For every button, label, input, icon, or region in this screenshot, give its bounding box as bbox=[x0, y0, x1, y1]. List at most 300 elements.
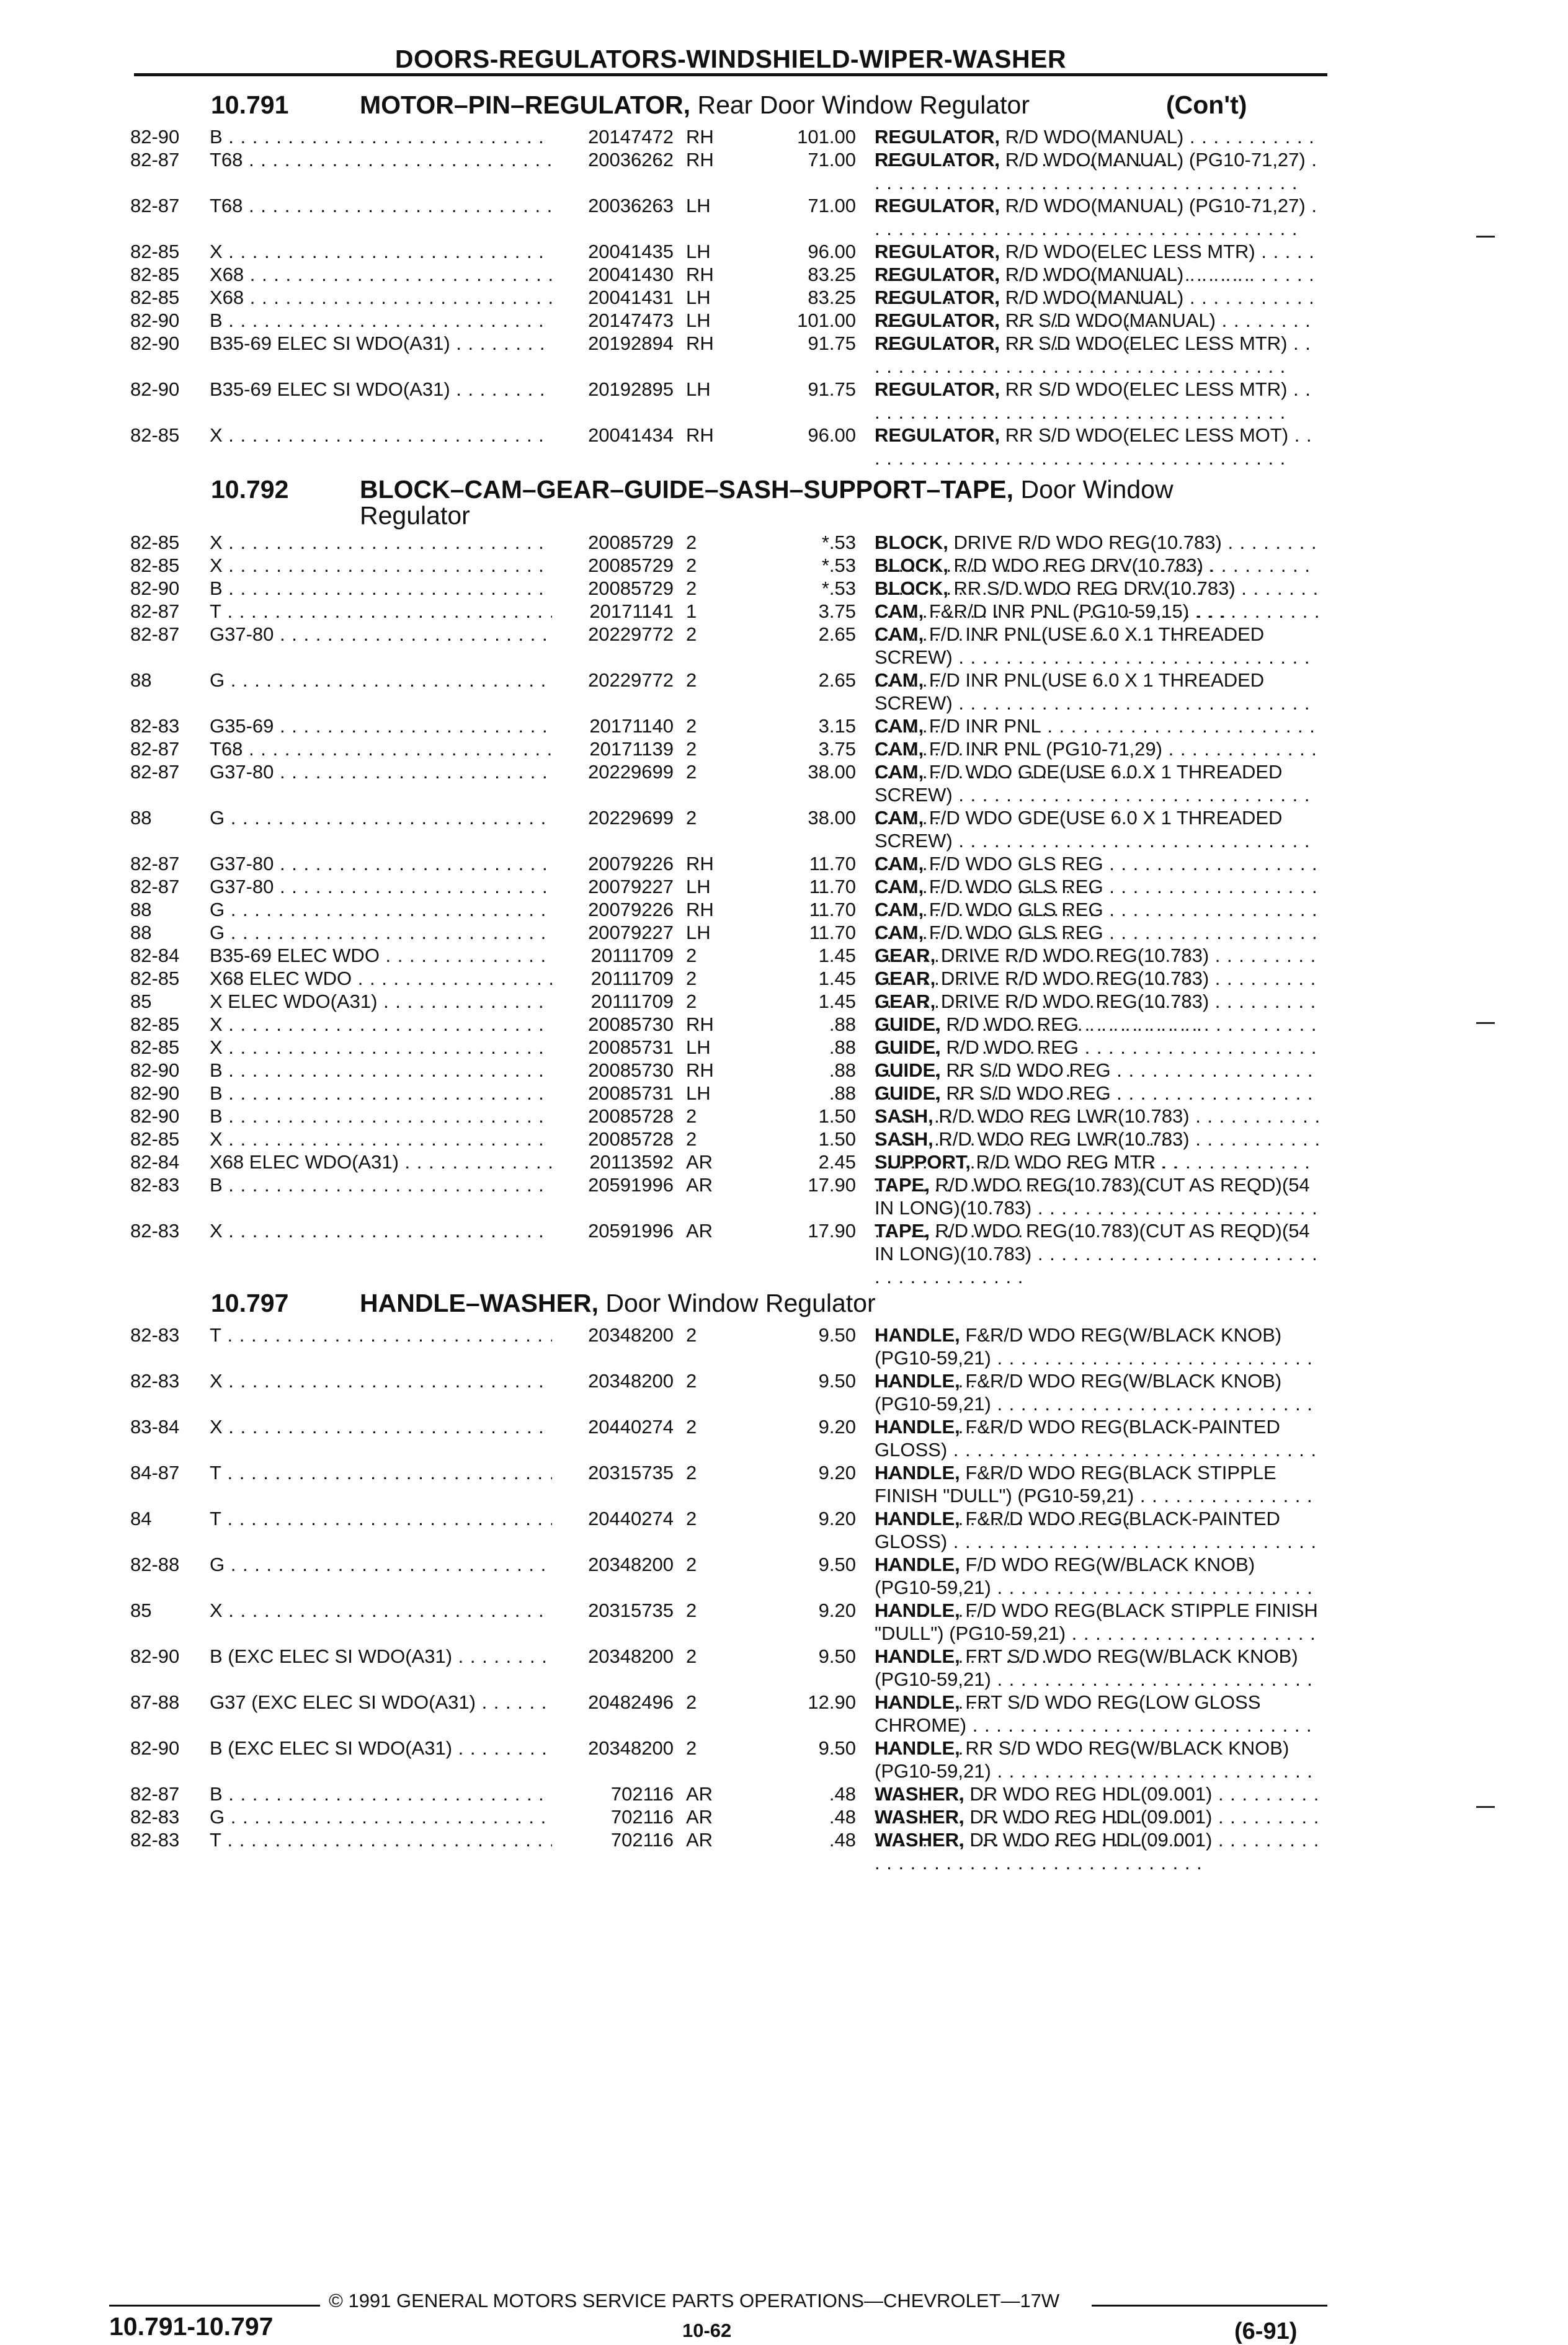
part-row bbox=[124, 424, 1327, 469]
description-text: F/D INR PNL . . . bbox=[875, 715, 1316, 760]
price-cell: 11.70 bbox=[809, 899, 856, 920]
part-row bbox=[124, 1324, 1327, 1369]
section-heading bbox=[124, 1289, 1327, 1324]
application-cell: X . . . bbox=[210, 1128, 669, 1150]
part-row bbox=[124, 148, 1327, 194]
quantity-cell: 2 bbox=[686, 990, 697, 1012]
description-text: DR WDO REG HDL(09.001) . . . bbox=[875, 1806, 1319, 1851]
part-row bbox=[124, 1805, 1327, 1828]
description-text: RR S/D WDO REG(W/BLACK KNOB) (PG10-59,21) . . . bbox=[875, 1737, 1313, 1805]
description-part-name: SASH, bbox=[875, 1105, 933, 1127]
part-row bbox=[124, 1059, 1327, 1082]
part-number-cell: 20079226 bbox=[552, 898, 674, 921]
application-cell: B . . . bbox=[210, 1173, 669, 1196]
part-row bbox=[124, 737, 1327, 760]
description-cell bbox=[875, 332, 1321, 378]
description-text: F/D WDO REG(BLACK STIPPLE FINISH "DULL") (PG10-59,21) . . . bbox=[875, 1600, 1318, 1667]
year-cell: 82-83 bbox=[130, 1806, 180, 1828]
part-number-cell: 20591996 bbox=[552, 1173, 674, 1196]
description-part-name: TAPE, bbox=[875, 1174, 930, 1196]
quantity-cell: 2 bbox=[686, 669, 697, 691]
quantity-cell: 2 bbox=[686, 761, 697, 783]
description-text: R/D WDO REG LWR(10.783) . . . bbox=[875, 1128, 1321, 1173]
description-text: RR S/D WDO(ELEC LESS MTR) . . . bbox=[875, 378, 1311, 423]
application-cell: T . . . bbox=[210, 600, 669, 623]
year-cell: 88 bbox=[130, 669, 152, 691]
year-cell: 85 bbox=[130, 990, 152, 1012]
description-part-name: REGULATOR, bbox=[875, 241, 1000, 262]
year-cell: 82-90 bbox=[130, 1059, 180, 1081]
section-description: Rear Door Window Regulator bbox=[697, 91, 1030, 119]
description-part-name: REGULATOR, bbox=[875, 264, 1000, 285]
price-cell: 11.70 bbox=[809, 876, 856, 897]
part-row bbox=[124, 990, 1327, 1013]
year-cell: 82-90 bbox=[130, 332, 180, 354]
description-part-name: CAM, bbox=[875, 715, 924, 737]
description-part-name: GEAR, bbox=[875, 945, 936, 966]
year-cell: 82-90 bbox=[130, 126, 180, 148]
description-text: F/D WDO GLS REG . . . bbox=[875, 922, 1318, 966]
section-title bbox=[360, 475, 1174, 504]
part-number-cell: 20440274 bbox=[552, 1507, 674, 1530]
description-part-name: HANDLE, bbox=[875, 1600, 960, 1621]
part-number-cell: 20085729 bbox=[552, 531, 674, 554]
price-cell: 38.00 bbox=[808, 807, 856, 829]
description-part-name: HANDLE, bbox=[875, 1370, 960, 1392]
quantity-cell: 2 bbox=[686, 1128, 697, 1150]
section-name: BLOCK–CAM–GEAR–GUIDE–SASH–SUPPORT–TAPE, bbox=[360, 475, 1014, 504]
price-cell: 9.50 bbox=[818, 1554, 856, 1575]
year-cell: 82-87 bbox=[130, 600, 180, 622]
price-cell: .88 bbox=[829, 1013, 856, 1035]
price-cell: 1.45 bbox=[818, 968, 856, 989]
description-text: R/D WDO(MANUAL) . . . bbox=[875, 126, 1315, 171]
part-row bbox=[124, 531, 1327, 554]
price-cell: 9.20 bbox=[818, 1508, 856, 1529]
application-cell: X . . . bbox=[210, 531, 669, 554]
description-part-name: REGULATOR, bbox=[875, 309, 1000, 331]
description-part-name: REGULATOR, bbox=[875, 332, 1000, 354]
price-cell: 71.00 bbox=[808, 149, 856, 171]
description-part-name: HANDLE, bbox=[875, 1645, 960, 1667]
description-text: F/D INR PNL (PG10-71,29) . . . bbox=[875, 738, 1317, 783]
part-row bbox=[124, 194, 1327, 240]
quantity-cell: RH bbox=[686, 332, 714, 354]
part-number-cell: 20085731 bbox=[552, 1036, 674, 1059]
part-row bbox=[124, 1599, 1327, 1645]
price-cell: 91.75 bbox=[808, 332, 856, 354]
year-cell: 82-83 bbox=[130, 715, 180, 737]
year-cell: 82-85 bbox=[130, 968, 180, 989]
description-part-name: HANDLE, bbox=[875, 1691, 960, 1713]
description-part-name: CAM, bbox=[875, 669, 924, 691]
description-part-name: WASHER, bbox=[875, 1829, 964, 1851]
year-cell: 82-90 bbox=[130, 1105, 180, 1127]
description-text: FRT S/D WDO REG(LOW GLOSS CHROME) . . . bbox=[875, 1691, 1312, 1759]
year-cell: 88 bbox=[130, 807, 152, 829]
year-cell: 82-90 bbox=[130, 1645, 180, 1667]
application-cell: X68 ELEC WDO(A31) . . . bbox=[210, 1150, 669, 1173]
part-number-cell: 20111709 bbox=[552, 990, 674, 1013]
part-number-cell: 20085729 bbox=[552, 554, 674, 577]
application-cell: T . . . bbox=[210, 1461, 669, 1484]
description-text: RR S/D WDO(ELEC LESS MOT) . . . bbox=[875, 424, 1312, 469]
description-text: F/D WDO GLS REG . . . bbox=[875, 876, 1318, 920]
part-number-cell: 20192894 bbox=[552, 332, 674, 355]
quantity-cell: AR bbox=[686, 1829, 713, 1851]
quantity-cell: LH bbox=[686, 241, 711, 262]
description-text: R/D WDO REG DRV(10.783) . . . bbox=[875, 554, 1311, 599]
year-cell: 82-85 bbox=[130, 264, 180, 285]
part-row bbox=[124, 554, 1327, 577]
part-number-cell: 20229772 bbox=[552, 669, 674, 692]
description-text: DR WDO REG HDL(09.001) . . . bbox=[875, 1829, 1319, 1874]
price-cell: .48 bbox=[829, 1829, 856, 1851]
description-text: DRIVE R/D WDO REG(10.783) . . . bbox=[875, 945, 1316, 989]
year-cell: 82-85 bbox=[130, 532, 180, 553]
footer-page-number: 10-62 bbox=[682, 2320, 732, 2341]
description-part-name: CAM, bbox=[875, 899, 924, 920]
year-cell: 88 bbox=[130, 922, 152, 943]
application-cell: B . . . bbox=[210, 1105, 669, 1128]
description-part-name: SASH, bbox=[875, 1128, 933, 1150]
application-cell: T68 . . . bbox=[210, 148, 669, 171]
footer-section-range: 10.791-10.797 bbox=[109, 2312, 274, 2341]
application-cell: G . . . bbox=[210, 921, 669, 944]
description-text: R/D WDO(MANUAL) . . . bbox=[875, 264, 1315, 308]
quantity-cell: AR bbox=[686, 1783, 713, 1805]
year-cell: 82-83 bbox=[130, 1174, 180, 1196]
section-number: 10.797 bbox=[211, 1289, 289, 1317]
year-cell: 82-87 bbox=[130, 853, 180, 874]
section-description: Door Window Regulator bbox=[605, 1289, 876, 1317]
year-cell: 82-84 bbox=[130, 1151, 180, 1173]
price-cell: 9.20 bbox=[818, 1416, 856, 1438]
year-cell: 88 bbox=[130, 899, 152, 920]
description-text: F&R/D INR PNL (PG10-59,15) . . . bbox=[875, 600, 1321, 645]
quantity-cell: 2 bbox=[686, 532, 697, 553]
description-part-name: CAM, bbox=[875, 876, 924, 897]
price-cell: *.53 bbox=[821, 577, 856, 599]
application-cell: T68 . . . bbox=[210, 194, 669, 217]
description-text: F/D WDO GDE(USE 6.0 X 1 THREADED SCREW) . . . bbox=[875, 807, 1311, 874]
price-cell: 9.50 bbox=[818, 1737, 856, 1759]
description-text: DRIVE R/D WDO REG(10.783) . . . bbox=[875, 532, 1317, 576]
price-cell: 101.00 bbox=[797, 309, 856, 331]
application-cell: X . . . bbox=[210, 424, 669, 447]
quantity-cell: 2 bbox=[686, 1105, 697, 1127]
part-number-cell: 20591996 bbox=[552, 1219, 674, 1242]
quantity-cell: 2 bbox=[686, 738, 697, 760]
part-row bbox=[124, 263, 1327, 286]
part-number-cell: 702116 bbox=[552, 1828, 674, 1851]
description-part-name: REGULATOR, bbox=[875, 287, 1000, 308]
quantity-cell: 2 bbox=[686, 577, 697, 599]
quantity-cell: LH bbox=[686, 1082, 711, 1104]
year-cell: 84 bbox=[130, 1508, 152, 1529]
description-text: DRIVE R/D WDO REG(10.783) . . . bbox=[875, 968, 1316, 1012]
parts-section bbox=[124, 1289, 1327, 1851]
part-number-cell: 20229772 bbox=[552, 623, 674, 646]
application-cell: G . . . bbox=[210, 898, 669, 921]
year-cell: 82-84 bbox=[130, 945, 180, 966]
quantity-cell: 2 bbox=[686, 1645, 697, 1667]
part-row bbox=[124, 1461, 1327, 1507]
description-text: R/D WDO REG . . . bbox=[875, 1013, 1317, 1058]
description-text: F&R/D WDO REG(W/BLACK KNOB) (PG10-59,21) . . . bbox=[875, 1324, 1313, 1392]
margin-tick bbox=[1476, 1806, 1495, 1808]
application-cell: B . . . bbox=[210, 125, 669, 148]
part-number-cell: 20192895 bbox=[552, 378, 674, 401]
description-part-name: REGULATOR, bbox=[875, 424, 1000, 446]
part-number-cell: 20041430 bbox=[552, 263, 674, 286]
part-row bbox=[124, 1150, 1327, 1173]
description-part-name: REGULATOR, bbox=[875, 195, 1000, 216]
description-text: R/D WDO REG MTR . . . bbox=[875, 1151, 1311, 1196]
section-continued: (Con't) bbox=[1166, 91, 1247, 119]
application-cell: X . . . bbox=[210, 554, 669, 577]
description-part-name: HANDLE, bbox=[875, 1737, 960, 1759]
part-row bbox=[124, 286, 1327, 309]
part-row bbox=[124, 875, 1327, 898]
section-description: Door Window bbox=[1020, 475, 1174, 504]
quantity-cell: RH bbox=[686, 1013, 714, 1035]
price-cell: 17.90 bbox=[808, 1174, 856, 1196]
part-row bbox=[124, 623, 1327, 669]
description-text: F&R/D WDO REG(BLACK-PAINTED GLOSS) . . . bbox=[875, 1416, 1317, 1484]
year-cell: 82-85 bbox=[130, 241, 180, 262]
part-number-cell: 702116 bbox=[552, 1805, 674, 1828]
part-row bbox=[124, 967, 1327, 990]
year-cell: 82-87 bbox=[130, 761, 180, 783]
part-number-cell: 20440274 bbox=[552, 1415, 674, 1438]
description-part-name: GUIDE, bbox=[875, 1082, 941, 1104]
description-text: R/D WDO REG(10.783)(CUT AS REQD)(54 IN LONG)(10.783) . . . bbox=[875, 1220, 1318, 1288]
year-cell: 82-83 bbox=[130, 1829, 180, 1851]
part-number-cell: 20079227 bbox=[552, 921, 674, 944]
description-text: F/D WDO GLS REG . . . bbox=[875, 899, 1318, 943]
parts-section bbox=[124, 475, 1327, 1265]
year-cell: 82-87 bbox=[130, 738, 180, 760]
price-cell: 2.45 bbox=[818, 1151, 856, 1173]
description-part-name: GEAR, bbox=[875, 968, 936, 989]
year-cell: 82-90 bbox=[130, 1082, 180, 1104]
description-part-name: REGULATOR, bbox=[875, 149, 1000, 171]
description-text: R/D WDO(ELEC LESS MTR) . . . bbox=[875, 241, 1315, 285]
year-cell: 87-88 bbox=[130, 1691, 180, 1713]
application-cell: G37-80 . . . bbox=[210, 875, 669, 898]
description-part-name: BLOCK, bbox=[875, 554, 948, 576]
footer-rule-right bbox=[1092, 2305, 1327, 2307]
application-cell: X ELEC WDO(A31) . . . bbox=[210, 990, 669, 1013]
application-cell: X . . . bbox=[210, 1013, 669, 1036]
description-part-name: BLOCK, bbox=[875, 577, 948, 599]
quantity-cell: RH bbox=[686, 149, 714, 171]
application-cell: G . . . bbox=[210, 669, 669, 692]
description-text: DRIVE R/D WDO REG(10.783) . . . bbox=[875, 990, 1316, 1035]
price-cell: .48 bbox=[829, 1783, 856, 1805]
description-part-name: GUIDE, bbox=[875, 1036, 941, 1058]
year-cell: 82-85 bbox=[130, 424, 180, 446]
description-part-name: CAM, bbox=[875, 761, 924, 783]
section-heading bbox=[124, 475, 1327, 531]
quantity-cell: 2 bbox=[686, 1370, 697, 1392]
part-number-cell: 20229699 bbox=[552, 760, 674, 783]
part-row bbox=[124, 1036, 1327, 1059]
quantity-cell: RH bbox=[686, 264, 714, 285]
description-part-name: HANDLE, bbox=[875, 1462, 960, 1484]
price-cell: 17.90 bbox=[808, 1220, 856, 1242]
year-cell: 82-87 bbox=[130, 876, 180, 897]
application-cell: B35-69 ELEC SI WDO(A31) . . . bbox=[210, 378, 669, 401]
application-cell: G37-80 . . . bbox=[210, 760, 669, 783]
part-number-cell: 20085728 bbox=[552, 1128, 674, 1150]
year-cell: 83-84 bbox=[130, 1416, 180, 1438]
description-cell bbox=[875, 194, 1321, 240]
part-number-cell: 20229699 bbox=[552, 806, 674, 829]
part-row bbox=[124, 1082, 1327, 1105]
price-cell: .88 bbox=[829, 1082, 856, 1104]
application-cell: G37 (EXC ELEC SI WDO(A31) . . . bbox=[210, 1691, 669, 1714]
price-cell: 9.50 bbox=[818, 1324, 856, 1346]
application-cell: B . . . bbox=[210, 577, 669, 600]
price-cell: 1.45 bbox=[818, 990, 856, 1012]
part-row bbox=[124, 600, 1327, 623]
part-number-cell: 20041431 bbox=[552, 286, 674, 309]
description-part-name: CAM, bbox=[875, 600, 924, 622]
part-number-cell: 702116 bbox=[552, 1782, 674, 1805]
part-row bbox=[124, 852, 1327, 875]
application-cell: X . . . bbox=[210, 1599, 669, 1622]
price-cell: 1.50 bbox=[818, 1128, 856, 1150]
description-part-name: CAM, bbox=[875, 623, 924, 645]
description-text: F/D WDO REG(W/BLACK KNOB) (PG10-59,21) . . . bbox=[875, 1554, 1313, 1621]
part-number-cell: 20111709 bbox=[552, 944, 674, 967]
section-title bbox=[360, 91, 1030, 120]
price-cell: *.53 bbox=[821, 532, 856, 553]
description-part-name: SUPPORT, bbox=[875, 1151, 971, 1173]
part-row bbox=[124, 921, 1327, 944]
description-part-name: GEAR, bbox=[875, 990, 936, 1012]
part-number-cell: 20171139 bbox=[552, 737, 674, 760]
description-part-name: TAPE, bbox=[875, 1220, 930, 1242]
price-cell: 9.20 bbox=[818, 1600, 856, 1621]
year-cell: 82-88 bbox=[130, 1554, 180, 1575]
margin-tick bbox=[1476, 1022, 1495, 1024]
part-number-cell: 20348200 bbox=[552, 1324, 674, 1346]
application-cell: B35-69 ELEC WDO . . . bbox=[210, 944, 669, 967]
part-number-cell: 20036262 bbox=[552, 148, 674, 171]
quantity-cell: RH bbox=[686, 899, 714, 920]
description-text: F/D WDO GLS REG . . . bbox=[875, 853, 1318, 897]
quantity-cell: AR bbox=[686, 1174, 713, 1196]
year-cell: 82-85 bbox=[130, 554, 180, 576]
part-row bbox=[124, 714, 1327, 737]
quantity-cell: LH bbox=[686, 922, 711, 943]
application-cell: T . . . bbox=[210, 1828, 669, 1851]
price-cell: 71.00 bbox=[808, 195, 856, 216]
page-header: DOORS-REGULATORS-WINDSHIELD-WIPER-WASHER bbox=[394, 45, 1067, 73]
part-number-cell: 20315735 bbox=[552, 1461, 674, 1484]
description-text: R/D WDO REG LWR(10.783) . . . bbox=[875, 1105, 1321, 1150]
price-cell: 9.50 bbox=[818, 1645, 856, 1667]
price-cell: 3.75 bbox=[818, 738, 856, 760]
quantity-cell: 1 bbox=[686, 600, 697, 622]
part-row bbox=[124, 1782, 1327, 1805]
description-part-name: REGULATOR, bbox=[875, 126, 1000, 148]
part-row bbox=[124, 1415, 1327, 1461]
footer-copyright: © 1991 GENERAL MOTORS SERVICE PARTS OPERATIONS—CHEVROLET—17W bbox=[329, 2290, 1060, 2312]
description-text: R/D WDO(MANUAL) (PG10-71,27) . . . bbox=[875, 149, 1317, 194]
year-cell: 82-90 bbox=[130, 309, 180, 331]
part-row bbox=[124, 577, 1327, 600]
price-cell: 12.90 bbox=[808, 1691, 856, 1713]
quantity-cell: AR bbox=[686, 1220, 713, 1242]
description-text: RR S/D WDO(ELEC LESS MTR) . . . bbox=[875, 332, 1311, 377]
description-text: DR WDO REG HDL(09.001) . . . bbox=[875, 1783, 1319, 1828]
application-cell: G35-69 . . . bbox=[210, 714, 669, 737]
quantity-cell: 2 bbox=[686, 1324, 697, 1346]
description-part-name: HANDLE, bbox=[875, 1508, 960, 1529]
year-cell: 82-87 bbox=[130, 1783, 180, 1805]
description-cell bbox=[875, 1219, 1321, 1288]
part-row bbox=[124, 1369, 1327, 1415]
quantity-cell: 2 bbox=[686, 1416, 697, 1438]
part-number-cell: 20085728 bbox=[552, 1105, 674, 1128]
quantity-cell: 2 bbox=[686, 1600, 697, 1621]
part-number-cell: 20348200 bbox=[552, 1645, 674, 1668]
price-cell: .88 bbox=[829, 1059, 856, 1081]
application-cell: X . . . bbox=[210, 240, 669, 263]
quantity-cell: 2 bbox=[686, 807, 697, 829]
year-cell: 82-90 bbox=[130, 1737, 180, 1759]
section-name: HANDLE–WASHER, bbox=[360, 1289, 599, 1317]
description-cell bbox=[875, 378, 1321, 424]
description-part-name: BLOCK, bbox=[875, 532, 948, 553]
year-cell: 82-87 bbox=[130, 149, 180, 171]
year-cell: 82-85 bbox=[130, 1036, 180, 1058]
year-cell: 82-83 bbox=[130, 1370, 180, 1392]
price-cell: 83.25 bbox=[808, 264, 856, 285]
part-number-cell: 20041434 bbox=[552, 424, 674, 447]
description-part-name: GUIDE, bbox=[875, 1013, 941, 1035]
description-text: F&R/D WDO REG(W/BLACK KNOB) (PG10-59,21) . . . bbox=[875, 1370, 1313, 1438]
header-rule bbox=[134, 73, 1327, 76]
part-number-cell: 20348200 bbox=[552, 1553, 674, 1576]
part-row bbox=[124, 760, 1327, 806]
quantity-cell: AR bbox=[686, 1151, 713, 1173]
part-number-cell: 20147473 bbox=[552, 309, 674, 332]
part-row bbox=[124, 1828, 1327, 1851]
price-cell: 96.00 bbox=[808, 424, 856, 446]
part-number-cell: 20482496 bbox=[552, 1691, 674, 1714]
part-number-cell: 20036263 bbox=[552, 194, 674, 217]
description-part-name: CAM, bbox=[875, 807, 924, 829]
application-cell: G37-80 . . . bbox=[210, 852, 669, 875]
part-number-cell: 20171141 bbox=[552, 600, 674, 623]
part-row bbox=[124, 1737, 1327, 1782]
part-row bbox=[124, 1691, 1327, 1737]
part-number-cell: 20171140 bbox=[552, 714, 674, 737]
application-cell: B (EXC ELEC SI WDO(A31) . . . bbox=[210, 1737, 669, 1760]
application-cell: B . . . bbox=[210, 309, 669, 332]
description-text: R/D WDO(MANUAL) . . . bbox=[875, 287, 1315, 331]
year-cell: 82-83 bbox=[130, 1220, 180, 1242]
application-cell: T68 . . . bbox=[210, 737, 669, 760]
part-number-cell: 20085730 bbox=[552, 1013, 674, 1036]
description-cell bbox=[875, 148, 1321, 194]
price-cell: 11.70 bbox=[809, 922, 856, 943]
